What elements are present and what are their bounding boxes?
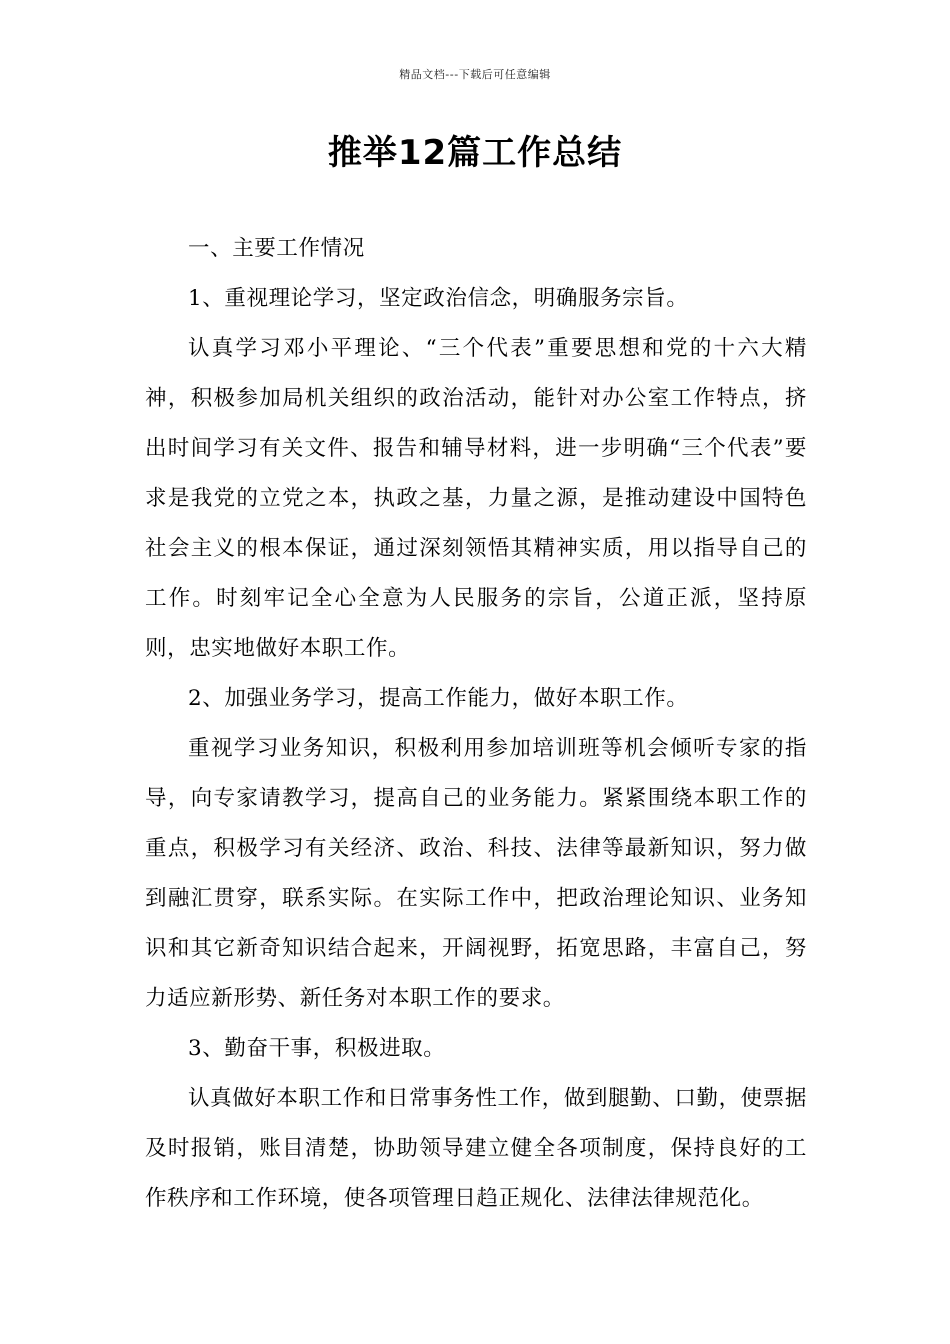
paragraph-3: 认真做好本职工作和日常事务性工作，做到腿勤、口勤，使票据及时报销，账目清楚，协助领导建立健全各项制度，保持良好的工作秩序和工作环境，使各项管理日趋正规化、法律法律规范化。	[145, 1086, 807, 1211]
section-heading: 一、主要工作情况	[188, 236, 365, 261]
subheading-2: 2、加强业务学习，提高工作能力，做好本职工作。	[188, 686, 689, 711]
subheading-3: 3、勤奋干事，积极进取。	[188, 1036, 446, 1061]
document-body	[145, 224, 807, 1224]
document-title: 推举12篇工作总结	[327, 133, 623, 173]
header-note: 精品文档---下载后可任意编辑	[399, 68, 551, 81]
paragraph-1: 认真学习邓小平理论、“三个代表”重要思想和党的十六大精神，积极参加局机关组织的政治活动，能针对办公室工作特点，挤出时间学习有关文件、报告和辅导材料，进一步明确“三个代表”要求是我党的立党之本，执政之基，力量之源，是推动建设中国特色社会主义的根本保证，通过深刻领悟其精神实质，用以指导自己的工作。时刻牢记全心全意为人民服务的宗旨，公道正派，坚持原则，忠实地做好本职工作。	[145, 336, 807, 661]
subheading-1: 1、重视理论学习，坚定政治信念，明确服务宗旨。	[188, 286, 689, 311]
paragraph-2: 重视学习业务知识，积极利用参加培训班等机会倾听专家的指导，向专家请教学习，提高自己的业务能力。紧紧围绕本职工作的重点，积极学习有关经济、政治、科技、法律等最新知识，努力做到融汇贯穿，联系实际。在实际工作中，把政治理论知识、业务知识和其它新奇知识结合起来，开阔视野，拓宽思路，丰富自己，努力适应新形势、新任务对本职工作的要求。	[145, 736, 807, 1011]
